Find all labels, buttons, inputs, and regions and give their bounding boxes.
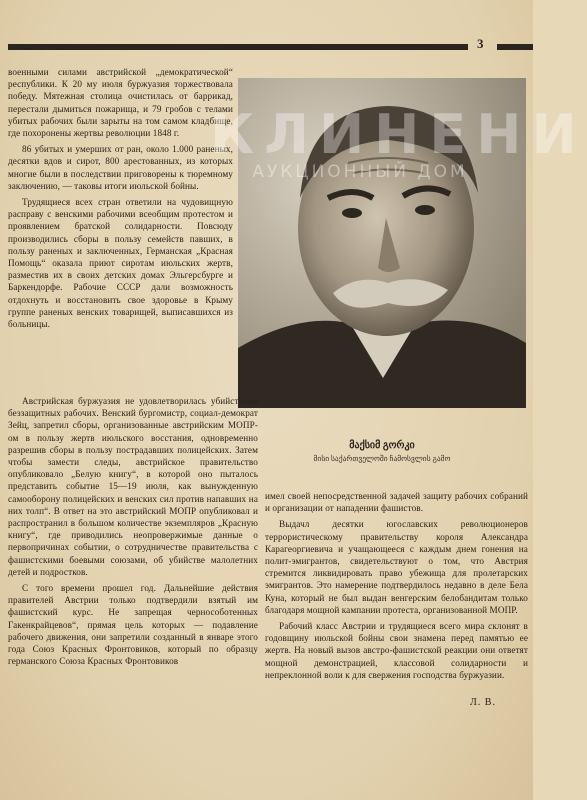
portrait-caption-name: მაქსიმ გორკი: [349, 440, 415, 451]
paragraph-8: Рабочий класс Австрии и трудящиеся всего мира склонят в годовщину июльской бойны свои знамена перед памятью ее жертв. На новый вызов австро-фашистской реакции они ответят мощной демонстрацией, классовой солидарности и непреклонной воли к для свержения господства буржуазии.: [265, 621, 528, 680]
left-column-top: [8, 66, 233, 334]
portrait-illustration: [238, 78, 526, 408]
watermark-title: КЛИНЕНИ: [210, 103, 587, 166]
watermark-subtitle: АУКЦИОННЫЙ ДОМ: [252, 162, 468, 182]
paragraph-7: Выдачл десятки югославских революционеров террористическому правительству короля Александра Карагеоргиевича и учащающееся с каждым днем гонения на полит-эмигрантов, свидетельствуют о том, что Австрия стремится ликвидировать право убежища для пролетарских эмигрантов. Это намерение подтвердилось недавно в деле Бела Куна, который не был выдан венгерским белобандитам только благодаря мощной кампании протеста, организованной МОПР.: [265, 519, 528, 615]
header-rule-right: [497, 44, 533, 50]
header-rule: [8, 44, 468, 50]
page-number: 3: [477, 36, 484, 51]
paragraph-1: военными силами австрийской „демократической“ республики. К 20 му июля буржуазия торжествовала победу. Мятежная столица очистилась от баррикад, перестали дымиться пожарища, и 79 гробов с телами убитых рабочих были зарыты на том самом кладбище, где похоронены жертвы революции 1848 г.: [8, 67, 233, 139]
portrait-photo: [238, 78, 526, 408]
left-column-bottom: [8, 395, 258, 671]
author-signature: Л. В.: [470, 697, 496, 708]
paragraph-4: Австрийская буржуазия не удовлетворилась убийствами беззащитных рабочих. Венский бургомистр, социал-демократ Зейц, запретил сборы, организованные австрийским МОПР-ом в пользу жертв июльского восстания, одновременно разрешив сборы в пользу пострадавших полицейских. Затем чтобы замести следы, австрийское правительство опубликовало „Белую книгу“, в которой оно пыталось представить событие 15—19 июля, как вынужденную самооборону полицейских и венских сил против напавших на них толп“. В ответ на это австрийский МОПР опубликовал и распространил в большом количестве экземпляров „Красную книгу“, где приводились неопровержимые данные о первопричинах событии, о сотрудничестве правительства с фашистскими боевыми союзами, об убийстве малолетних детей и подростков.: [8, 396, 258, 577]
right-column: [265, 490, 528, 685]
paragraph-3: Трудящиеся всех стран ответили на чудовищную расправу с венскими рабочими всеобщим протестом и проявлением братской солидарности. Повсюду производились сборы в пользу семейств павших, в пользу раненых и заключенных, Германская „Красная Помощь“ оказала приют сиротам июльских жертв, разместив их в своих детских домах Эльгерсбурге и Баркендорфе. Рабочие СССР дали возможность отдохнуть и восстановить свое здоровье в Крыму группе раненых венских товарищей, выписавшихся из больницы.: [8, 197, 233, 330]
paragraph-6: имел своей непосредственной задачей защиту рабочих собраний и организации от нападении фашистов.: [265, 491, 528, 514]
paragraph-5: С того времени прошел год. Дальнейшие действия правителей Австрии только подтвердили взятый им фашистский курс. Не запрещая чернособотенных Гакенкрайцевов“, прямая цель которых — подавление рабочего движения, они запретили созданный в январе этого года Союз Красных Фронтовиков, который по образцу германского Союза Красных Фронтовиков: [8, 583, 258, 667]
portrait-caption-subtitle: მისი საქართველოში ჩამოსვლის გამო: [313, 454, 451, 463]
paragraph-2: 86 убитых и умерших от ран, около 1.000 раненых, десятки вдов и сирот, 800 арестованных, из которых многие были в последствии приговорены к тюремному заключению, — таковы итоги июльской бойны.: [8, 144, 233, 191]
